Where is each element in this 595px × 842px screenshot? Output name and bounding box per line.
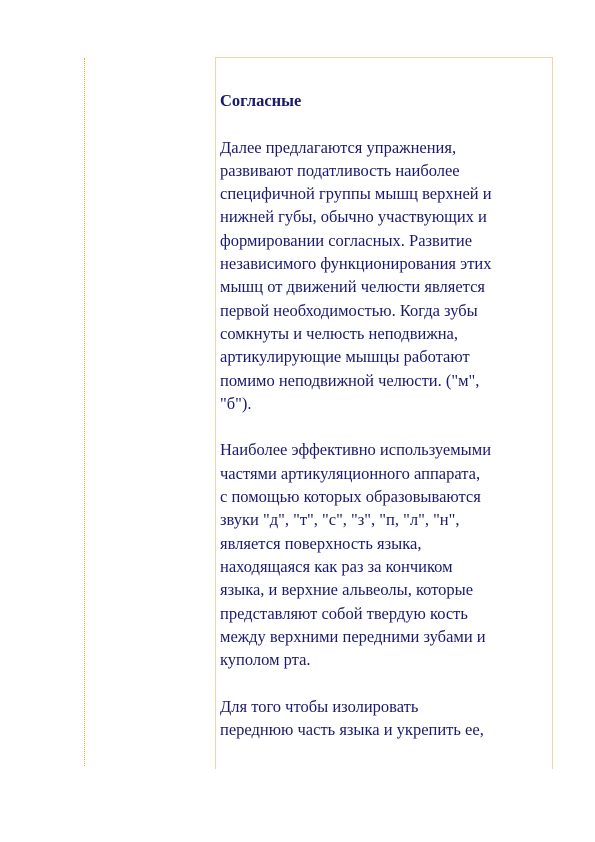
section-heading: Согласные [220,91,302,110]
text-line: частями артикуляционного аппарата, [220,463,481,483]
document-body [220,89,552,741]
text-line: "б"). [220,393,252,413]
text-line: артикулирующие мышцы работают [220,347,470,367]
margin-rule [84,58,85,766]
text-line: является поверхность языка, [220,533,422,553]
paragraph-2 [220,438,552,671]
text-line: формировании согласных. Развитие [220,230,473,250]
text-line: помимо неподвижной челюсти. ("м", [220,370,480,390]
paragraph-1 [220,136,552,416]
text-line: между верхними передними зубами и [220,626,486,646]
text-line: мышц от движений челюсти является [220,277,485,297]
text-line: куполом рта. [220,650,311,670]
text-line: нижней губы, обычно участвующих и [220,207,487,227]
text-line: языка, и верхние альвеолы, которые [220,580,474,600]
text-line: Наиболее эффективно используемыми [220,440,492,460]
text-line: Для того чтобы изолировать [220,696,419,716]
text-line: находящаяся как раз за кончиком [220,556,453,576]
text-line: с помощью которых образовываются [220,487,481,507]
text-line: развивают податливость наиболее [220,160,460,180]
text-line: звуки "д", "т", "с", "з", "п, "л", "н", [220,510,460,530]
text-line: сомкнуты и челюсть неподвижна, [220,323,458,343]
text-line: переднюю часть языка и укрепить ее, [220,720,484,740]
text-line: первой необходимостью. Когда зубы [220,300,478,320]
paragraph-3 [220,695,552,742]
text-line: представляют собой твердую кость [220,603,468,623]
text-line: специфичной группы мышц верхней и [220,184,492,204]
text-frame [215,57,553,769]
text-line: Далее предлагаются упражнения, [220,137,457,157]
text-line: независимого функционирования этих [220,254,492,274]
